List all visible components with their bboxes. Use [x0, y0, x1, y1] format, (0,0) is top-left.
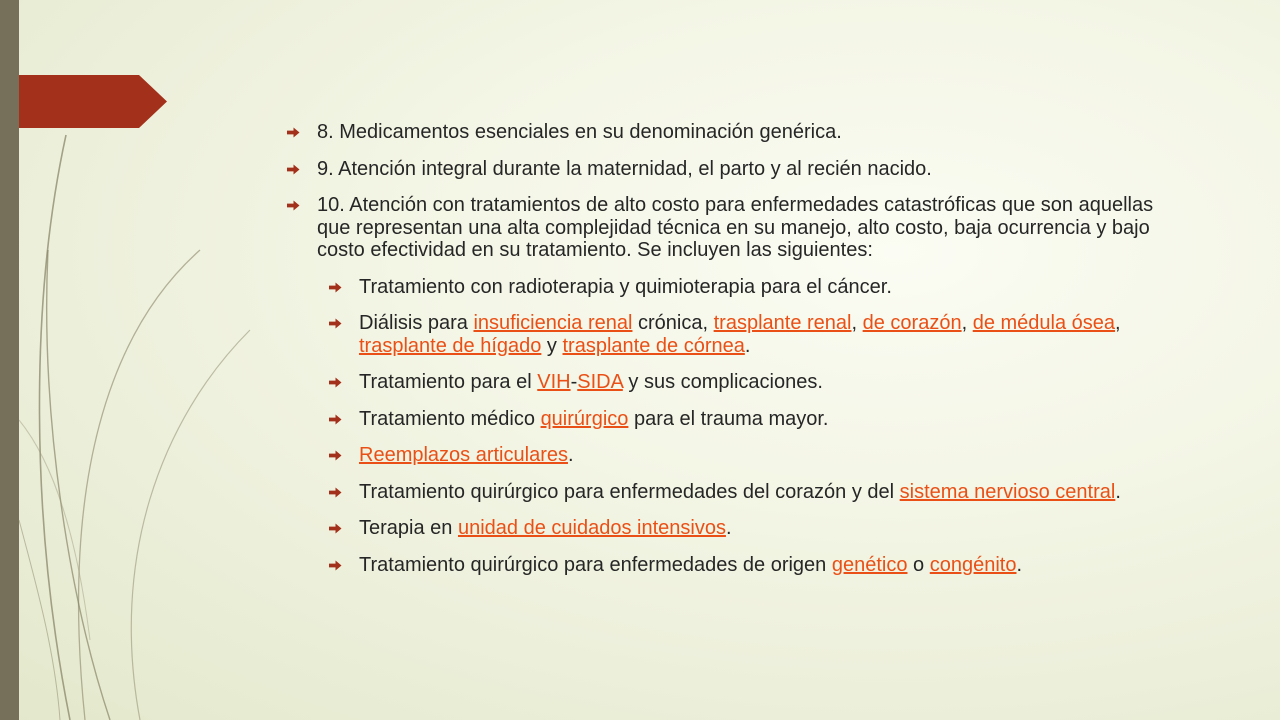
- arrow-bullet-icon: [329, 560, 342, 571]
- title-accent-tab: [19, 75, 167, 128]
- arrow-bullet-icon: [329, 414, 342, 425]
- hyperlink[interactable]: trasplante de córnea: [562, 334, 745, 357]
- sub-list-item: [287, 276, 1187, 299]
- hyperlink[interactable]: unidad de cuidados intensivos: [457, 517, 726, 539]
- item-text: para el trauma mayor.: [628, 407, 829, 430]
- hyperlink[interactable]: trasplante de hígado: [359, 334, 542, 357]
- item-text: Terapia en: [359, 517, 458, 539]
- hyperlink[interactable]: Reemplazos articulares: [359, 444, 568, 466]
- item-text: Tratamiento médico: [359, 407, 541, 430]
- hyperlink[interactable]: de médula ósea: [972, 312, 1116, 334]
- item-text: Tratamiento quirúrgico para enfermedades de origen: [359, 553, 832, 576]
- sub-list-item: [287, 554, 1187, 577]
- arrow-bullet-icon: [329, 487, 342, 498]
- arrow-bullet-icon: [329, 377, 342, 388]
- hyperlink[interactable]: insuficiencia renal: [473, 312, 633, 334]
- item-text: Diálisis para: [359, 312, 474, 334]
- hyperlink[interactable]: de corazón: [862, 312, 962, 334]
- item-text: .: [744, 334, 751, 357]
- sub-list-item: [287, 444, 1187, 467]
- sub-list-item: [287, 408, 1187, 431]
- hyperlink[interactable]: genético: [831, 553, 908, 576]
- arrow-bullet-icon: [329, 282, 342, 293]
- item-text: ,: [851, 312, 863, 334]
- item-text: y: [541, 334, 563, 357]
- hyperlink[interactable]: SIDA: [577, 371, 623, 393]
- item-text: .: [725, 517, 732, 539]
- item-text: Tratamiento para el: [359, 371, 538, 393]
- arrow-bullet-icon: [329, 318, 342, 329]
- item-text: o: [907, 553, 930, 576]
- sub-list-item: [287, 312, 1187, 357]
- hyperlink[interactable]: sistema nervioso central: [899, 480, 1116, 503]
- arrow-bullet-icon: [329, 523, 342, 534]
- arrow-bullet-icon: [329, 450, 342, 461]
- list-item: [287, 194, 1187, 262]
- hyperlink[interactable]: quirúrgico: [540, 407, 629, 430]
- list-item: [287, 121, 1187, 144]
- arrow-bullet-icon: [287, 127, 300, 138]
- arrow-bullet-icon: [287, 200, 300, 211]
- item-text: 8. Medicamentos esenciales en su denominación genérica.: [317, 121, 842, 143]
- item-text: Tratamiento quirúrgico para enfermedades del corazón y del: [359, 480, 900, 503]
- item-text: .: [1115, 480, 1121, 503]
- hyperlink[interactable]: VIH: [537, 371, 571, 393]
- item-text: Tratamiento con radioterapia y quimioterapia para el cáncer.: [359, 275, 892, 298]
- item-text: y sus complicaciones.: [622, 371, 823, 393]
- list-item: [287, 158, 1187, 181]
- sub-list-item: [287, 517, 1187, 540]
- bullet-list: [287, 121, 1187, 590]
- hyperlink[interactable]: trasplante renal: [713, 312, 852, 334]
- arrow-bullet-icon: [287, 164, 300, 175]
- sub-list-item: [287, 481, 1187, 504]
- item-text: crónica,: [632, 312, 714, 334]
- item-text: 10. Atención con tratamientos de alto costo para enfermedades catastróficas que son aquellas que representan una alta complejidad técnica en su manejo, alto costo, baja ocurrencia y bajo costo efectividad en su tratamiento. Se incluyen las siguientes:: [317, 194, 1154, 261]
- sub-list-item: [287, 371, 1187, 394]
- item-text: .: [567, 444, 574, 466]
- item-text: -: [570, 371, 578, 393]
- item-text: .: [1016, 553, 1023, 576]
- hyperlink[interactable]: congénito: [929, 553, 1017, 576]
- item-text: ,: [961, 312, 973, 334]
- item-text: ,: [1115, 312, 1121, 334]
- item-text: 9. Atención integral durante la maternidad, el parto y al recién nacido.: [317, 157, 932, 180]
